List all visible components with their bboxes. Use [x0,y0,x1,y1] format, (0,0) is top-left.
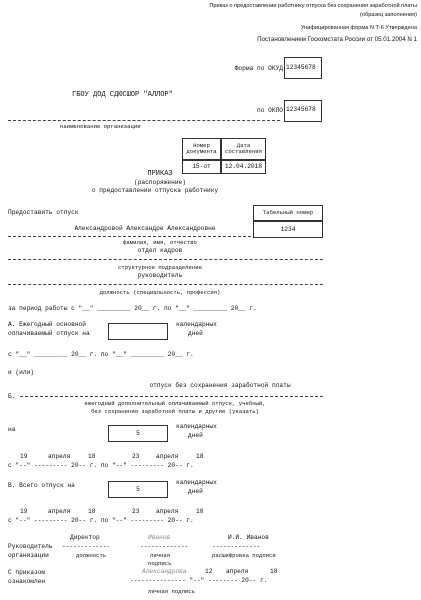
acq-sign-caption: личная подпись [148,588,195,595]
b-on-label: на [8,426,16,433]
position-value: руководитель [137,272,183,279]
unpaid-leave-type: отпуск без сохранения заработной платы [149,382,291,389]
b-days-value: 5 [136,430,140,437]
v-from-day: 19 [20,508,28,515]
and-or-label: и (или) [8,369,34,376]
total-days-unit-2: дней [188,488,203,495]
department-value: отдел кадров [137,247,183,254]
order-subtitle: (распоряжение) [134,179,186,186]
head-label-1: Руководитель [8,543,53,550]
unpaid-underline [20,396,323,397]
total-days-unit-1: календарных [176,479,217,486]
head-label-2: организации [8,552,49,559]
b-from-year: 18 [88,453,96,460]
position-caption: должность (специальность, профессия) [99,289,221,296]
employee-underline [8,236,251,237]
acq-day: 12 [205,568,213,575]
v-to-year: 18 [196,508,204,515]
head-position-dashes: ------------- [62,543,111,550]
form-sample-note: (образец заполнения) [360,12,417,18]
acq-year: 18 [270,568,278,575]
head-position-value: Директор [70,534,100,541]
b-to-year: 18 [196,453,204,460]
b-days-unit-1: календарных [176,423,217,430]
v-dates-line: с "--" --------- 20-- г. по "--" --------- 20-- г. [8,517,194,524]
tab-number-value: 1234 [253,221,323,238]
acq-month: апреля [226,568,249,575]
v-to-month: апреля [156,508,179,515]
order-title: ПРИКАЗ [147,170,173,178]
okpo-label: по ОКПО [257,107,283,114]
annual-days-unit-1: календарных [176,321,217,328]
b-to-month: апреля [156,453,179,460]
head-name-dashes: ------------- [212,543,261,550]
b-days-unit-2: дней [188,432,203,439]
work-period-line: за период работы с "__" _________ 20__ г. по "__" _________ 20__ г. [8,305,257,312]
head-decoding-caption: расшифровка подписи [212,552,276,559]
total-days-value: 5 [136,486,140,493]
b-from-day: 19 [20,453,28,460]
okud-label: Форма по ОКУД [234,65,283,72]
annual-days-unit-2: дней [188,330,203,337]
v-from-year: 18 [88,508,96,515]
head-sign-dashes: ------------- [140,543,189,550]
form-approval-note: Постановлением Госкомстата России от 05.01.2004 N 1 [257,36,417,43]
head-sign-caption-2: подпись [148,560,172,567]
employee-name: Александровой Александре Александровне [74,225,216,232]
department-caption: структурное подразделение [118,264,202,271]
form-heading: Приказ о предоставлении работнику отпуска без сохранения заработной платы [209,3,417,9]
b-caption-2: без сохранения заработной платы и другие (указать) [91,408,259,415]
head-sign-caption-1: личная [150,552,171,559]
position-underline [8,284,323,285]
doc-number-value: 15-от [182,160,221,174]
b-caption-1: ежегодный дополнительный оплачиваемый отпуск, учебный, [84,400,266,407]
order-about: о предоставлении отпуска работнику [91,187,219,194]
annual-leave-label-1: А. Ежегодный основной [8,321,86,328]
acq-label-1: С приказом [8,569,46,576]
org-caption: наименование организации [60,123,141,130]
form-unified-note: Унифицированная форма N Т-6 Утверждена [300,25,417,31]
org-underline [8,120,280,121]
total-leave-label: В. Всего отпуск на [8,482,75,489]
doc-date-value: 12.04.2018 [221,160,266,174]
annual-leave-label-2: оплачиваемый отпуск на [8,330,90,337]
acq-label-2: ознакомлен [8,578,46,585]
fio-caption: фамилия, имя, отчество [123,239,197,246]
section-b-letter: Б. [8,393,16,400]
head-name-value: И.И. Иванов [228,534,269,541]
b-from-month: апреля [48,453,71,460]
b-to-day: 23 [132,453,140,460]
doc-date-header: Дата составления [221,138,266,160]
okud-code: 12345678 [286,64,316,71]
tab-number-header: Табельный номер [253,205,323,221]
department-underline [8,259,323,260]
employee-signature: Александрова [142,568,187,575]
v-to-day: 23 [132,508,140,515]
acq-signature-line: --------------- "--" -------- 20-- г. [130,577,268,584]
b-dates-line: с "--" --------- 20-- г. по "--" --------- 20-- г. [8,462,194,469]
grant-label: Предоставить отпуск [8,209,79,216]
annual-dates-line: с "__" _________ 20__ г. по "__" _________ 20__ г. [8,351,194,358]
v-from-month: апреля [48,508,71,515]
doc-number-header: Номер документа [182,138,221,160]
head-signature: Иванов [148,534,171,541]
annual-days-box [108,323,168,340]
organization-name: ГБОУ ДОД СДЮСШОР "АЛЛОР" [72,91,173,99]
okpo-code: 12345678 [286,106,316,113]
head-position-caption: должность [76,552,107,559]
